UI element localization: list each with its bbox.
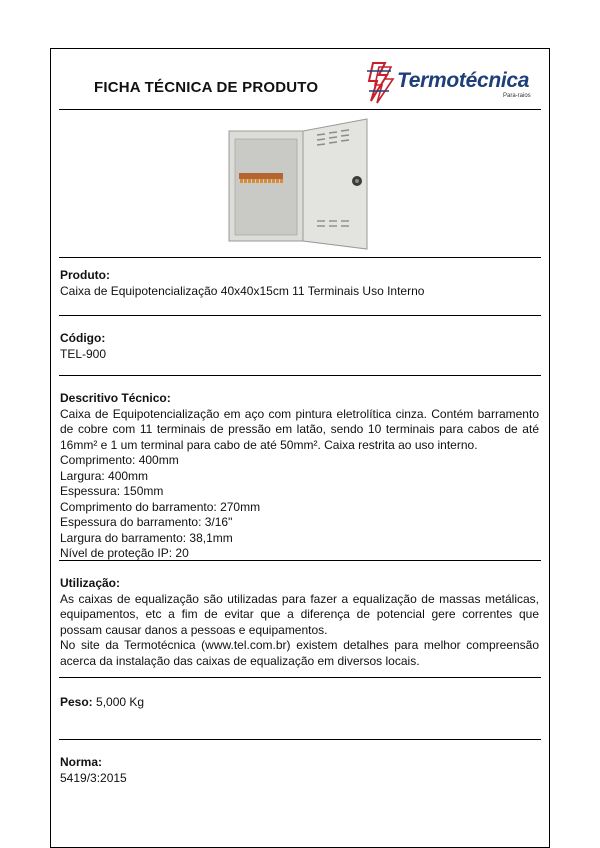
divider xyxy=(59,109,541,110)
norma-value: 5419/3:2015 xyxy=(60,770,127,785)
utilizacao-text: As caixas de equalização são utilizadas para fazer a equalização de massas metálicas, equipamentos, etc a fim de evitar que a diferença de potencial gere correntes que possam causar danos a pessoas e equipamentos. xyxy=(60,591,539,637)
lightning-logo-icon xyxy=(365,61,399,105)
descritivo-text: Caixa de Equipotencialização em aço com pintura eletrolítica cinza. Contém barramento de cobre com 11 terminais de pressão em latão, sendo 10 terminais para cabos de até 16mm² e 1 um terminal para cabo de até 50mm². Caixa restrita ao uso interno. xyxy=(60,406,539,452)
spec-list xyxy=(60,453,539,562)
divider xyxy=(59,257,541,258)
spec-item: Largura do barramento: 38,1mm xyxy=(60,530,233,545)
brand-name: Termotécnica xyxy=(397,69,530,92)
datasheet-page xyxy=(50,48,550,848)
utilizacao-text: No site da Termotécnica (www.tel.com.br) existem detalhes para melhor compreensão acerca da instalação das caixas de equalização em diversos locais. xyxy=(60,638,539,668)
spec-item: Comprimento: 400mm xyxy=(60,453,179,467)
termotecnica-logo xyxy=(365,61,545,105)
peso-section xyxy=(60,695,539,711)
peso-value: 5,000 Kg xyxy=(96,695,145,709)
norma-label: Norma: xyxy=(60,755,103,769)
codigo-value: TEL-900 xyxy=(60,346,107,361)
utilizacao-label: Utilização: xyxy=(60,576,121,590)
produto-label: Produto: xyxy=(60,268,110,282)
divider xyxy=(59,677,541,678)
utilizacao-section xyxy=(60,576,539,669)
equipotential-box-photo xyxy=(217,117,387,257)
spec-item: Nível de proteção IP: 20 xyxy=(60,546,189,560)
produto-value: Caixa de Equipotencialização 40x40x15cm 11 Terminais Uso Interno xyxy=(60,283,425,298)
codigo-section xyxy=(60,331,539,362)
divider xyxy=(59,315,541,316)
codigo-label: Código: xyxy=(60,331,106,345)
divider xyxy=(59,375,541,376)
divider xyxy=(59,560,541,561)
produto-section xyxy=(60,268,539,299)
spec-item: Espessura: 150mm xyxy=(60,484,164,498)
brand-tagline: Para-raios xyxy=(503,93,531,99)
page-title: FICHA TÉCNICA DE PRODUTO xyxy=(94,79,319,96)
peso-label: Peso: xyxy=(60,695,93,709)
descritivo-section xyxy=(60,391,539,562)
descritivo-label: Descritivo Técnico: xyxy=(60,391,171,405)
spec-item: Largura: 400mm xyxy=(60,468,149,483)
spec-item: Comprimento do barramento: 270mm xyxy=(60,499,261,514)
norma-section xyxy=(60,755,539,786)
header xyxy=(51,49,549,107)
divider xyxy=(59,739,541,740)
spec-item: Espessura do barramento: 3/16" xyxy=(60,515,233,529)
